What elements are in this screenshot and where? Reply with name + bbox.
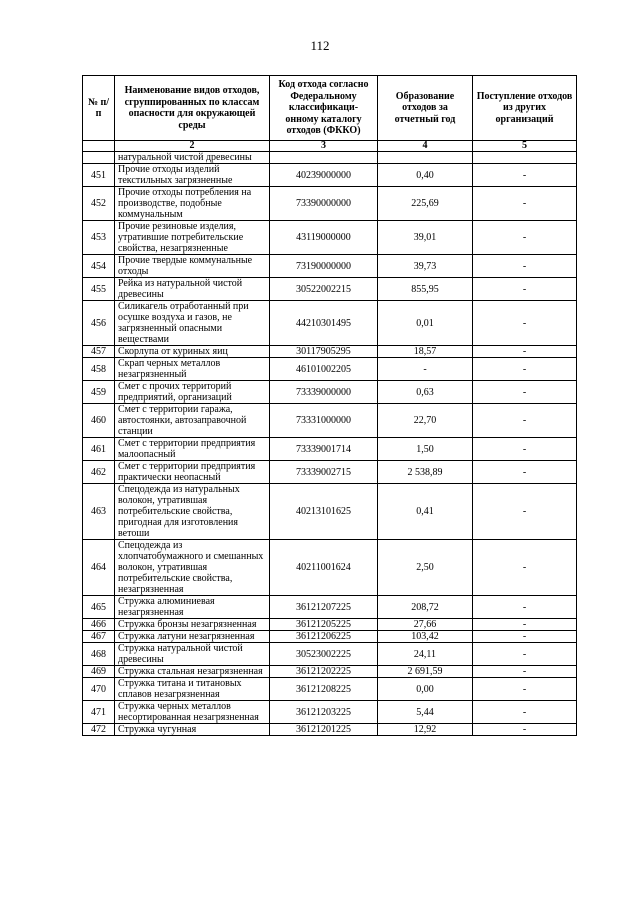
table-row — [83, 619, 577, 631]
fkko-code: 36121207225 — [270, 596, 378, 619]
generated-amount: 5,44 — [378, 701, 473, 724]
row-number: 469 — [83, 666, 115, 678]
table-row — [83, 301, 577, 346]
row-number: 452 — [83, 187, 115, 221]
received-amount: - — [473, 255, 577, 278]
row-number: 455 — [83, 278, 115, 301]
table-row — [83, 404, 577, 438]
waste-name: Прочие отходы потребления на производстве, подобные коммунальным — [115, 187, 270, 221]
generated-amount: 225,69 — [378, 187, 473, 221]
table-row — [83, 255, 577, 278]
continuation-row — [83, 152, 577, 164]
generated-amount: 22,70 — [378, 404, 473, 438]
fkko-code: 43119000000 — [270, 221, 378, 255]
received-amount: - — [473, 358, 577, 381]
received-amount: - — [473, 631, 577, 643]
waste-name: Стружка титана и титановых сплавов незагрязненная — [115, 678, 270, 701]
row-number: 462 — [83, 461, 115, 484]
header-received: Поступление отходов из других организаций — [473, 76, 577, 141]
table-row — [83, 484, 577, 540]
waste-name: Скрап черных металлов незагрязненный — [115, 358, 270, 381]
table-row — [83, 461, 577, 484]
fkko-code: 73339000000 — [270, 381, 378, 404]
received-amount: - — [473, 164, 577, 187]
received-amount: - — [473, 404, 577, 438]
fkko-code: 73339002715 — [270, 461, 378, 484]
row-number: 457 — [83, 346, 115, 358]
fkko-code: 36121208225 — [270, 678, 378, 701]
row-number: 451 — [83, 164, 115, 187]
waste-name: Смет с территории предприятия малоопасный — [115, 438, 270, 461]
table-row — [83, 678, 577, 701]
waste-name: Стружка бронзы незагрязненная — [115, 619, 270, 631]
received-amount: - — [473, 187, 577, 221]
fkko-code: 46101002205 — [270, 358, 378, 381]
column-number: 5 — [473, 141, 577, 152]
generated-amount: 2 691,59 — [378, 666, 473, 678]
fkko-code: 36121205225 — [270, 619, 378, 631]
column-number: 2 — [115, 141, 270, 152]
waste-name: Силикагель отработанный при осушке воздуха и газов, не загрязненный опасными веществами — [115, 301, 270, 346]
generated-amount: 0,40 — [378, 164, 473, 187]
received-amount: - — [473, 346, 577, 358]
received-amount: - — [473, 221, 577, 255]
fkko-code: 36121202225 — [270, 666, 378, 678]
fkko-code: 73339001714 — [270, 438, 378, 461]
waste-name: Стружка чугунная — [115, 724, 270, 736]
row-number: 460 — [83, 404, 115, 438]
row-number: 467 — [83, 631, 115, 643]
received-amount: - — [473, 438, 577, 461]
generated-amount: 12,92 — [378, 724, 473, 736]
received-amount: - — [473, 619, 577, 631]
waste-name: Стружка латуни незагрязненная — [115, 631, 270, 643]
fkko-code: 36121206225 — [270, 631, 378, 643]
table-row — [83, 701, 577, 724]
received-amount: - — [473, 540, 577, 596]
generated-amount: 18,57 — [378, 346, 473, 358]
row-number: 456 — [83, 301, 115, 346]
fkko-code: 73331000000 — [270, 404, 378, 438]
generated-amount: 0,63 — [378, 381, 473, 404]
generated-amount: 39,01 — [378, 221, 473, 255]
received-amount: - — [473, 678, 577, 701]
received-amount: - — [473, 666, 577, 678]
table-row — [83, 278, 577, 301]
generated-amount: 24,11 — [378, 643, 473, 666]
row-number: 459 — [83, 381, 115, 404]
table-row — [83, 438, 577, 461]
waste-name: Прочие отходы изделий текстильных загрязненные — [115, 164, 270, 187]
waste-name: Прочие твердые коммунальные отходы — [115, 255, 270, 278]
waste-table — [82, 75, 577, 736]
table-row — [83, 631, 577, 643]
fkko-code: 40213101625 — [270, 484, 378, 540]
fkko-code: 30523002225 — [270, 643, 378, 666]
fkko-code: 40239000000 — [270, 164, 378, 187]
fkko-code: 73390000000 — [270, 187, 378, 221]
row-number: 461 — [83, 438, 115, 461]
row-number: 465 — [83, 596, 115, 619]
fkko-code: 30117905295 — [270, 346, 378, 358]
table-row — [83, 221, 577, 255]
generated-amount: 103,42 — [378, 631, 473, 643]
row-number: 468 — [83, 643, 115, 666]
column-number: 3 — [270, 141, 378, 152]
received-amount: - — [473, 701, 577, 724]
row-number: 472 — [83, 724, 115, 736]
fkko-code: 36121201225 — [270, 724, 378, 736]
table-row — [83, 596, 577, 619]
generated-amount: 39,73 — [378, 255, 473, 278]
fkko-code: 36121203225 — [270, 701, 378, 724]
row-number: 471 — [83, 701, 115, 724]
waste-name: Прочие резиновые изделия, утратившие потребительские свойства, незагрязненные — [115, 221, 270, 255]
fkko-code: 44210301495 — [270, 301, 378, 346]
row-number: 464 — [83, 540, 115, 596]
waste-name: Скорлупа от куриных яиц — [115, 346, 270, 358]
waste-name: Стружка стальная незагрязненная — [115, 666, 270, 678]
received-amount: - — [473, 381, 577, 404]
table-row — [83, 666, 577, 678]
column-number — [83, 141, 115, 152]
generated-amount: 855,95 — [378, 278, 473, 301]
row-number: 463 — [83, 484, 115, 540]
waste-name: Стружка черных металлов несортированная незагрязненная — [115, 701, 270, 724]
waste-name: Стружка натуральной чистой древесины — [115, 643, 270, 666]
generated-amount: 0,01 — [378, 301, 473, 346]
continuation-name: натуральной чистой древесины — [115, 152, 270, 164]
header-row — [83, 76, 577, 141]
received-amount: - — [473, 278, 577, 301]
header-name: Наименование видов отходов, сгруппированных по классам опасности для окружающей среды — [115, 76, 270, 141]
header-number: № п/п — [83, 76, 115, 141]
table-row — [83, 540, 577, 596]
column-number-row — [83, 141, 577, 152]
table-row — [83, 381, 577, 404]
page-number: 112 — [310, 38, 330, 53]
received-amount: - — [473, 484, 577, 540]
generated-amount: 2,50 — [378, 540, 473, 596]
fkko-code: 40211001624 — [270, 540, 378, 596]
waste-name: Смет с территории гаража, автостоянки, автозаправочной станции — [115, 404, 270, 438]
row-number: 458 — [83, 358, 115, 381]
received-amount: - — [473, 643, 577, 666]
generated-amount: 2 538,89 — [378, 461, 473, 484]
received-amount: - — [473, 724, 577, 736]
received-amount: - — [473, 596, 577, 619]
waste-name: Рейка из натуральной чистой древесины — [115, 278, 270, 301]
waste-name: Спецодежда из натуральных волокон, утратившая потребительские свойства, пригодная для изготовления ветоши — [115, 484, 270, 540]
table-row — [83, 346, 577, 358]
table-row — [83, 358, 577, 381]
waste-name: Спецодежда из хлопчатобумажного и смешанных волокон, утратившая потребительские свойства, незагрязненная — [115, 540, 270, 596]
table-row — [83, 164, 577, 187]
received-amount: - — [473, 461, 577, 484]
generated-amount: 1,50 — [378, 438, 473, 461]
generated-amount: 0,00 — [378, 678, 473, 701]
generated-amount: 208,72 — [378, 596, 473, 619]
generated-amount: 27,66 — [378, 619, 473, 631]
received-amount: - — [473, 301, 577, 346]
fkko-code: 30522002215 — [270, 278, 378, 301]
table-row — [83, 187, 577, 221]
row-number: 470 — [83, 678, 115, 701]
waste-name: Смет с территории предприятия практически неопасный — [115, 461, 270, 484]
row-number: 453 — [83, 221, 115, 255]
generated-amount: 0,41 — [378, 484, 473, 540]
header-generated: Образование отходов за отчетный год — [378, 76, 473, 141]
waste-name: Смет с прочих территорий предприятий, организаций — [115, 381, 270, 404]
generated-amount: - — [378, 358, 473, 381]
column-number: 4 — [378, 141, 473, 152]
row-number: 454 — [83, 255, 115, 278]
waste-name: Стружка алюминиевая незагрязненная — [115, 596, 270, 619]
fkko-code: 73190000000 — [270, 255, 378, 278]
header-code: Код отхода согласно Федеральному классификаци-онному каталогу отходов (ФККО) — [270, 76, 378, 141]
row-number: 466 — [83, 619, 115, 631]
table-row — [83, 643, 577, 666]
table-row — [83, 724, 577, 736]
